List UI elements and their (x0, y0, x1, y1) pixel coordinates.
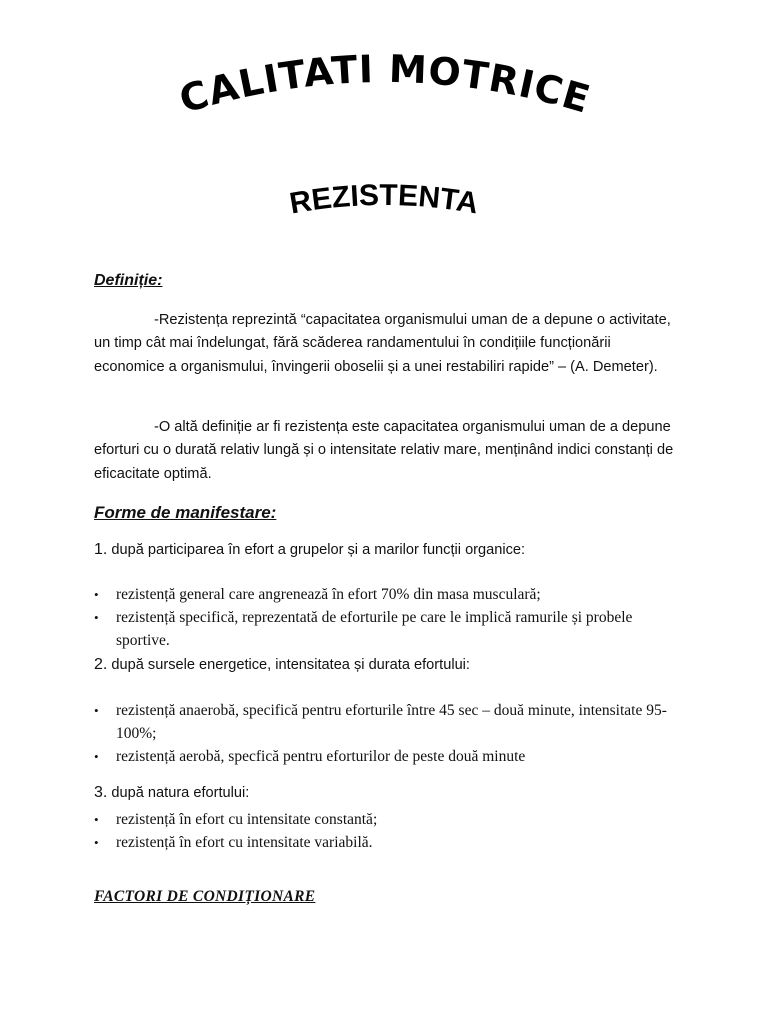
definition-heading: Definiție: (94, 272, 163, 289)
bullet-icon: • (94, 703, 99, 718)
bullet-icon: • (94, 610, 99, 625)
bullet-icon: • (94, 749, 99, 764)
list-item: • rezistență în efort cu intensitate constantă; (94, 808, 684, 831)
list-item: • rezistență în efort cu intensitate variabilă. (94, 831, 684, 854)
section-1-list (94, 583, 684, 652)
definition-paragraph-2 (94, 416, 684, 486)
bullet-icon: • (94, 587, 99, 602)
bullet-icon: • (94, 812, 99, 827)
definition-paragraph-1 (94, 309, 684, 379)
list-item: • rezistență anaerobă, specifică pentru eforturile între 45 sec – două minute, intensitate 95-100%; (94, 699, 684, 745)
section-3-list (94, 808, 684, 854)
section-3-heading: 3. după natura efortului: (94, 784, 250, 801)
definition-text-1: -Rezistența reprezintă “capacitatea organismului uman de a depune o activitate, un timp cât mai îndelungat, fără scăderea randamentului în condițiile funcționării economice a organismului, învingerii oboselii și a unei restabiliri rapide” – (A. Demeter). (94, 312, 671, 375)
bullet-icon: • (94, 835, 99, 850)
subtitle-text: REZISTENTA (287, 178, 481, 221)
definition-text-2: -O altă definiție ar fi rezistența este capacitatea organismului uman de a depune eforturi cu o durată relativ lungă și o intensitate relativ mare, menținând indici constanți de eficacitate optimă. (94, 419, 674, 482)
list-item: • rezistență general care angrenează în efort 70% din masa musculară; (94, 583, 684, 606)
list-item: • rezistență specifică, reprezentată de eforturile pe care le implică ramurile și probele sportive. (94, 606, 684, 652)
section-1-heading: 1. după participarea în efort a grupelor și a marilor funcții organice: (94, 541, 526, 558)
section-2-list (94, 699, 684, 768)
list-item: • rezistență aerobă, specfică pentru eforturilor de peste două minute (94, 745, 684, 768)
factors-heading: FACTORI DE CONDIȚIONARE (94, 888, 316, 905)
forms-heading: Forme de manifestare: (94, 503, 277, 522)
section-2-heading: 2. după sursele energetice, intensitatea și durata efortului: (94, 656, 470, 673)
title-text: CALITATI MOTRICE (174, 46, 596, 122)
wordart-title (0, 0, 768, 240)
